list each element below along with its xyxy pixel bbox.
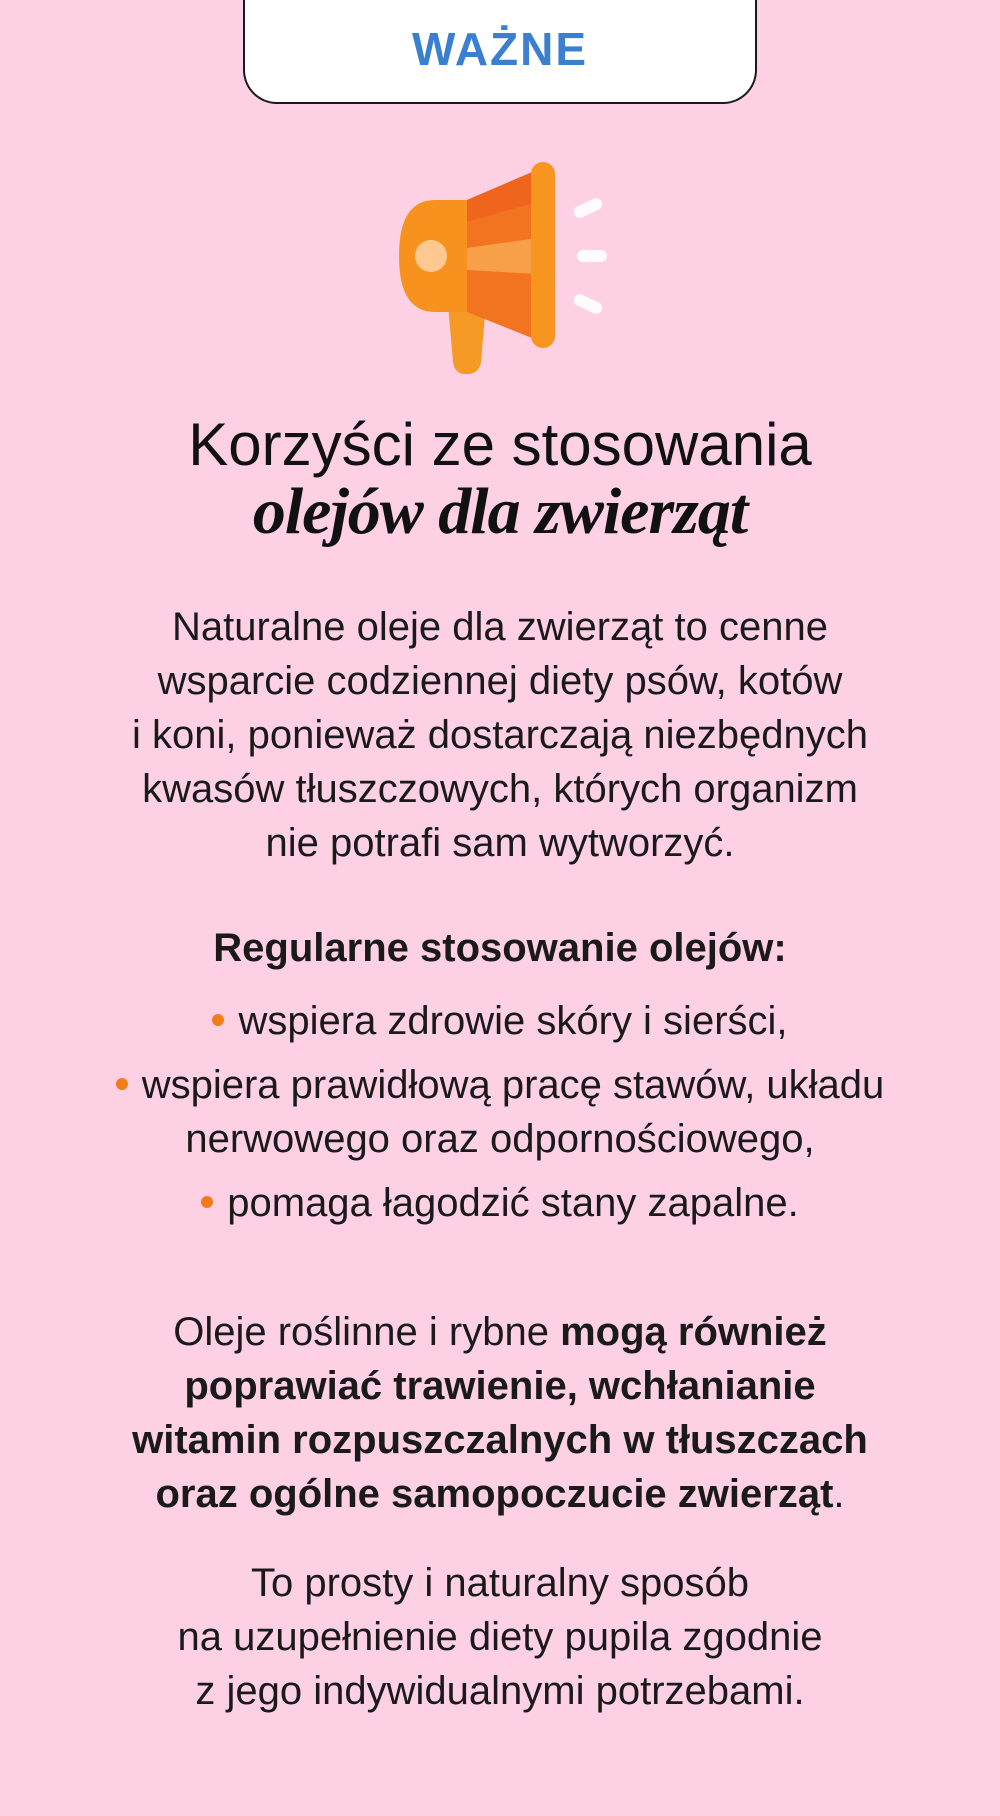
- list-item-text: pomaga łagodzić stany zapalne.: [227, 1181, 799, 1225]
- badge-label: WAŻNE: [411, 23, 589, 75]
- list-item-text: wspiera zdrowie skóry i sierści,: [238, 999, 788, 1043]
- important-badge: [243, 0, 757, 104]
- intro-line: wsparcie codziennej diety psów, kotów: [157, 659, 843, 703]
- closing-paragraph: [60, 1556, 940, 1718]
- benefits-heading: Regularne stosowanie olejów:: [213, 926, 787, 970]
- intro-paragraph: [60, 600, 940, 870]
- para2-bold: oraz ogólne samopoczucie zwierząt: [155, 1472, 834, 1516]
- page-title: [0, 411, 1000, 548]
- bullet-dot-icon: [116, 1078, 128, 1090]
- list-item-text: wspiera prawidłową pracę stawów, układu: [141, 1063, 885, 1107]
- intro-line: i koni, ponieważ dostarczają niezbędnych: [132, 713, 868, 757]
- closing-line: na uzupełnienie diety pupila zgodnie: [177, 1615, 823, 1659]
- list-item: [0, 1176, 1000, 1230]
- intro-line: nie potrafi sam wytworzyć.: [265, 821, 735, 865]
- para2-bold: mogą również: [560, 1310, 827, 1354]
- para2-plain-start: Oleje roślinne i rybne: [173, 1310, 561, 1354]
- para2-bold: poprawiać trawienie, wchłanianie: [184, 1364, 816, 1408]
- para2-plain-end: .: [833, 1472, 845, 1516]
- bullet-dot-icon: [212, 1014, 224, 1026]
- closing-line: To prosty i naturalny sposób: [250, 1561, 750, 1605]
- digestion-paragraph: [60, 1305, 940, 1521]
- list-item-text: nerwowego oraz odpornościowego,: [185, 1117, 815, 1161]
- title-line-2: olejów dla zwierząt: [252, 475, 748, 548]
- intro-line: Naturalne oleje dla zwierząt to cenne: [172, 605, 828, 649]
- closing-line: z jego indywidualnymi potrzebami.: [195, 1669, 805, 1713]
- para2-bold: witamin rozpuszczalnych w tłuszczach: [132, 1418, 868, 1462]
- list-item: [0, 994, 1000, 1048]
- list-item: [0, 1058, 1000, 1166]
- title-line-1: Korzyści ze stosowania: [188, 411, 812, 478]
- benefits-list: [0, 994, 1000, 1240]
- megaphone-icon: [395, 162, 625, 374]
- intro-line: kwasów tłuszczowych, których organizm: [142, 767, 858, 811]
- bullet-dot-icon: [201, 1196, 213, 1208]
